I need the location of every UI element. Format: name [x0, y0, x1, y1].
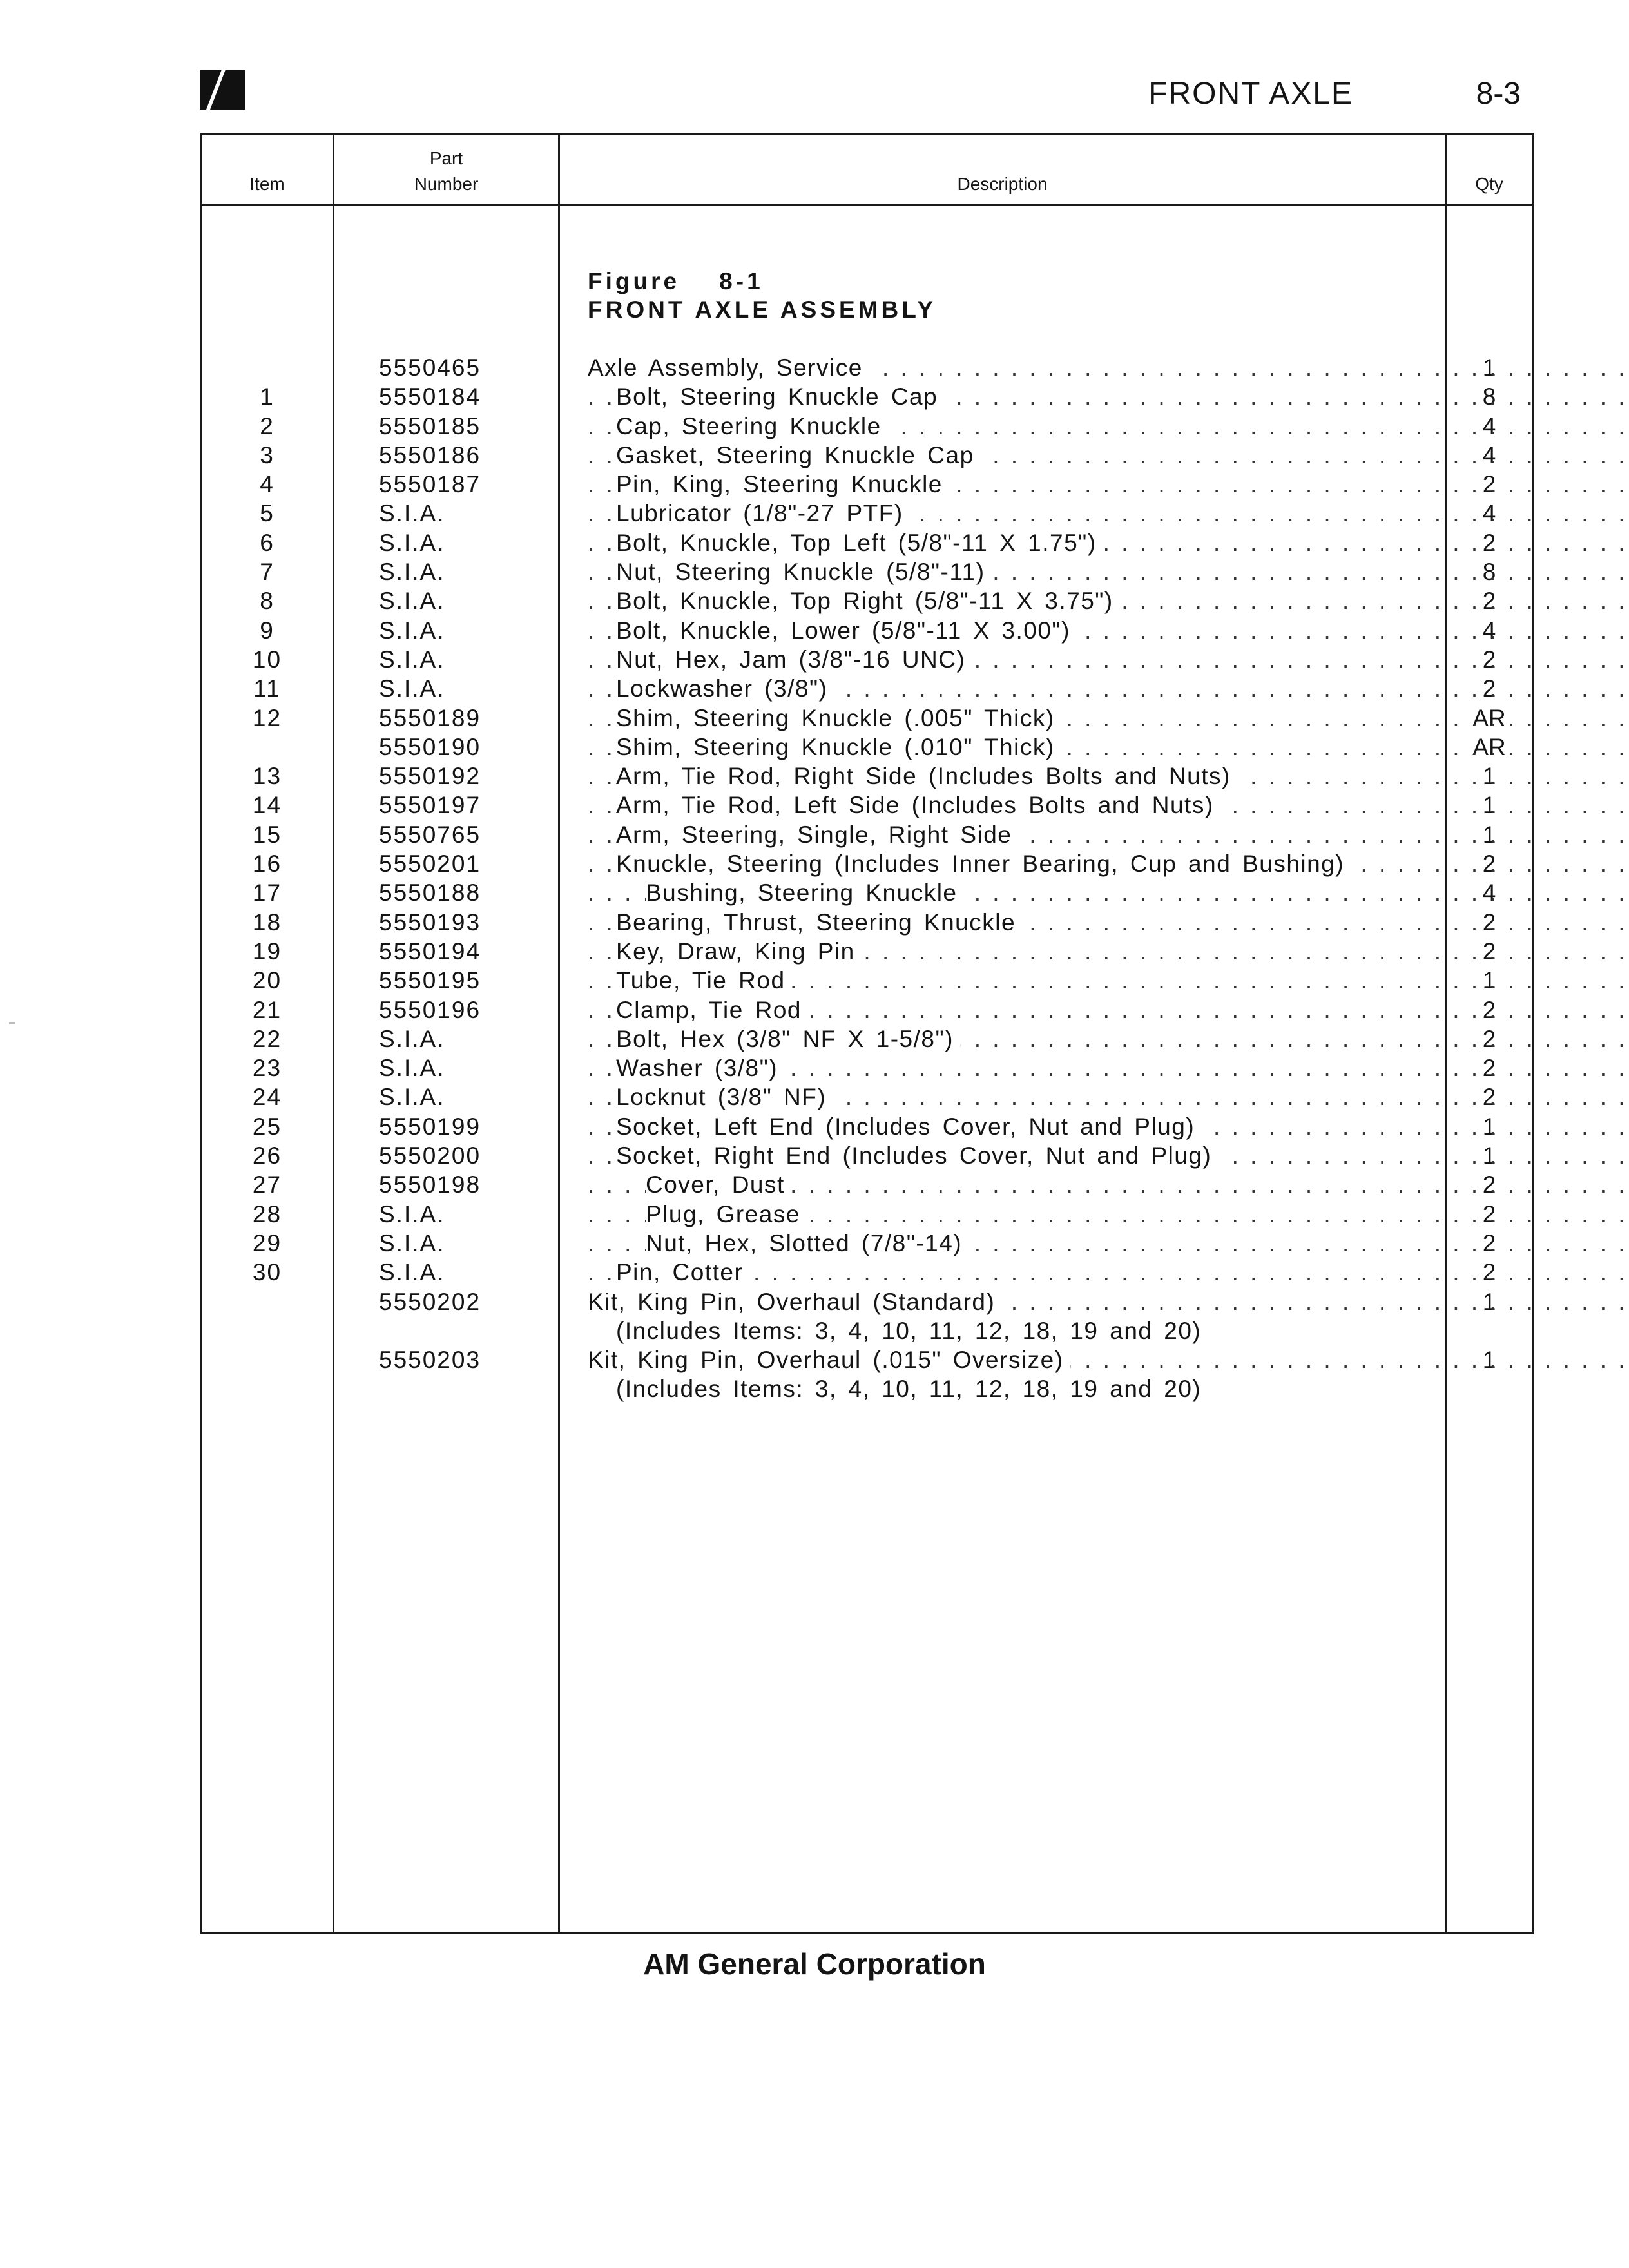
item-number: 23	[252, 1055, 282, 1082]
part-description-text: (Includes Items: 3, 4, 10, 11, 12, 18, 19 and 20)	[616, 1376, 1208, 1402]
item-number: 1	[260, 383, 275, 410]
quantity: AR	[1472, 733, 1506, 760]
part-description	[588, 586, 1629, 615]
part-description	[588, 470, 1629, 499]
part-number: S.I.A.	[379, 1200, 445, 1227]
item-number: 16	[252, 850, 282, 878]
part-description-text: Axle Assembly, Service	[588, 354, 869, 381]
quantity: 2	[1482, 1200, 1496, 1227]
part-description	[588, 1200, 1629, 1229]
table-row	[202, 382, 1532, 411]
part-description	[588, 1287, 1629, 1316]
part-description	[588, 820, 1629, 849]
part-number: S.I.A.	[379, 559, 445, 586]
item-number: 29	[252, 1229, 282, 1256]
part-description-text: Bolt, Hex (3/8" NF X 1-5/8")	[616, 1026, 960, 1052]
part-number: 5550203	[379, 1347, 481, 1374]
part-description	[588, 441, 1629, 470]
part-number: 5550193	[379, 908, 481, 936]
part-number: S.I.A.	[379, 1229, 445, 1256]
part-description-text: Clamp, Tie Rod	[616, 997, 808, 1023]
quantity: 4	[1482, 617, 1496, 644]
part-description	[588, 1024, 1629, 1053]
table-row	[202, 528, 1532, 557]
item-number: 30	[252, 1259, 282, 1286]
part-description	[588, 878, 1629, 907]
table-row	[202, 908, 1532, 937]
table-row	[202, 470, 1532, 499]
part-number: S.I.A.	[379, 1259, 445, 1286]
table-row	[202, 1082, 1532, 1111]
table-row	[202, 616, 1532, 645]
part-description	[588, 762, 1629, 791]
quantity: 4	[1482, 500, 1496, 527]
table-row	[202, 412, 1532, 441]
part-description	[588, 1229, 1629, 1258]
item-number: 10	[252, 646, 282, 673]
part-description-text: Lubricator (1/8"-27 PTF)	[616, 500, 910, 526]
table-row	[202, 353, 1532, 382]
item-number: 24	[252, 1084, 282, 1111]
table-row	[202, 791, 1532, 820]
part-description-text: (Includes Items: 3, 4, 10, 11, 12, 18, 19 and 20)	[616, 1318, 1208, 1344]
column-header-part-line2: Number	[414, 174, 479, 194]
table-row	[202, 1170, 1532, 1199]
column-header-description: Description	[957, 174, 1048, 194]
part-description-text: Arm, Tie Rod, Right Side (Includes Bolts and Nuts)	[616, 763, 1237, 789]
part-number: 5550189	[379, 704, 481, 731]
item-number: 20	[252, 967, 282, 994]
part-description	[588, 966, 1629, 995]
quantity: 4	[1482, 441, 1496, 468]
item-number: 12	[252, 704, 282, 731]
part-number: S.I.A.	[379, 529, 445, 556]
quantity: 2	[1482, 529, 1496, 556]
quantity: 1	[1482, 792, 1496, 819]
table-row	[202, 499, 1532, 528]
part-description-text: Locknut (3/8" NF)	[616, 1084, 833, 1110]
item-number: 19	[252, 937, 282, 965]
part-number: S.I.A.	[379, 646, 445, 673]
table-row	[202, 645, 1532, 674]
item-number: 25	[252, 1113, 282, 1140]
part-description	[588, 1258, 1629, 1287]
item-number: 7	[260, 559, 275, 586]
part-description-text: Cover, Dust	[646, 1171, 791, 1198]
part-number: 5550201	[379, 850, 481, 878]
part-number: 5550190	[379, 733, 481, 760]
part-description	[588, 937, 1629, 966]
table-row	[202, 966, 1532, 995]
part-description	[588, 995, 1629, 1024]
table-row	[202, 1229, 1532, 1258]
part-description-text: Gasket, Steering Knuckle Cap	[616, 442, 981, 468]
page-number: 8-3	[1476, 77, 1521, 111]
table-row	[202, 995, 1532, 1024]
quantity: 8	[1482, 559, 1496, 586]
part-number: 5550198	[379, 1171, 481, 1198]
table-row	[202, 937, 1532, 966]
item-number: 17	[252, 879, 282, 907]
quantity: 2	[1482, 996, 1496, 1023]
part-number: 5550188	[379, 879, 481, 907]
column-header-part-line1: Part	[429, 148, 463, 168]
part-number: 5550195	[379, 967, 481, 994]
section-title: FRONT AXLE	[1148, 77, 1353, 111]
part-description-text: Lockwasher (3/8")	[616, 675, 834, 702]
part-number: 5550192	[379, 763, 481, 790]
part-number: 5550194	[379, 937, 481, 965]
part-description-text: Cap, Steering Knuckle	[616, 413, 888, 439]
part-description-text: Kit, King Pin, Overhaul (Standard)	[588, 1289, 1001, 1315]
item-number: 18	[252, 908, 282, 936]
quantity: 2	[1482, 1025, 1496, 1052]
figure-label: Figure 8-1	[588, 268, 764, 294]
table-row	[202, 1141, 1532, 1170]
part-description	[588, 1112, 1629, 1141]
part-number: S.I.A.	[379, 500, 445, 527]
part-description	[588, 849, 1629, 878]
table-row	[202, 441, 1532, 470]
table-row	[202, 704, 1532, 733]
part-description	[588, 412, 1629, 441]
table-row	[202, 820, 1532, 849]
part-number: 5550465	[379, 354, 481, 381]
part-description-text: Nut, Hex, Slotted (7/8"-14)	[646, 1230, 969, 1256]
column-header-item: Item	[249, 174, 285, 194]
quantity: 8	[1482, 383, 1496, 410]
part-description-text: Washer (3/8")	[616, 1055, 784, 1081]
item-number: 2	[260, 412, 275, 439]
part-description	[588, 1170, 1629, 1199]
quantity: 2	[1482, 937, 1496, 965]
part-number: 5550196	[379, 996, 481, 1023]
table-row	[202, 1053, 1532, 1082]
table-row	[202, 1200, 1532, 1229]
column-header-qty: Qty	[1475, 174, 1503, 194]
part-description-text: Nut, Steering Knuckle (5/8"-11)	[616, 559, 992, 585]
quantity: 2	[1482, 850, 1496, 878]
part-number: 5550765	[379, 821, 481, 848]
publisher-logo-icon	[200, 70, 256, 110]
item-number: 26	[252, 1142, 282, 1169]
part-description-text: Nut, Hex, Jam (3/8"-16 UNC)	[616, 646, 972, 673]
part-description	[588, 704, 1629, 733]
table-row	[202, 586, 1532, 615]
part-description	[588, 908, 1629, 937]
table-row	[202, 1287, 1532, 1316]
part-description-text: Plug, Grease	[646, 1201, 807, 1227]
table-row	[202, 1258, 1532, 1287]
part-description	[588, 1316, 1629, 1345]
table-row	[202, 1112, 1532, 1141]
quantity: 2	[1482, 1229, 1496, 1256]
part-description-text: Arm, Steering, Single, Right Side	[616, 822, 1018, 848]
header-divider	[200, 204, 1534, 206]
quantity: 1	[1482, 1288, 1496, 1315]
item-number: 28	[252, 1200, 282, 1227]
item-number: 8	[260, 588, 275, 615]
part-description	[588, 1082, 1629, 1111]
table-row	[202, 733, 1532, 762]
part-description-text: Tube, Tie Rod	[616, 967, 792, 994]
part-description	[588, 1374, 1629, 1403]
item-number: 27	[252, 1171, 282, 1198]
part-number: S.I.A.	[379, 675, 445, 702]
table-row	[202, 557, 1532, 586]
quantity: 1	[1482, 1142, 1496, 1169]
part-description-text: Socket, Left End (Includes Cover, Nut and Plug)	[616, 1113, 1201, 1140]
part-number: S.I.A.	[379, 1055, 445, 1082]
part-description-text: Key, Draw, King Pin	[616, 938, 862, 965]
item-number: 4	[260, 471, 275, 498]
item-number: 21	[252, 996, 282, 1023]
part-description	[588, 1141, 1629, 1170]
part-description-text: Bolt, Knuckle, Top Left (5/8"-11 X 1.75")	[616, 530, 1103, 556]
table-row	[202, 762, 1532, 791]
part-description	[588, 1053, 1629, 1082]
item-number: 15	[252, 821, 282, 848]
part-description-text: Pin, Cotter	[616, 1259, 749, 1285]
part-number: 5550187	[379, 471, 481, 498]
part-number: 5550184	[379, 383, 481, 410]
part-description	[588, 674, 1629, 703]
part-number: 5550202	[379, 1288, 481, 1315]
part-description-text: Bolt, Knuckle, Lower (5/8"-11 X 3.00")	[616, 617, 1077, 644]
quantity: 1	[1482, 1347, 1496, 1374]
part-number: S.I.A.	[379, 1084, 445, 1111]
part-number: S.I.A.	[379, 588, 445, 615]
parts-list	[202, 353, 1532, 1404]
item-number: 14	[252, 792, 282, 819]
quantity: 4	[1482, 412, 1496, 439]
table-row	[202, 849, 1532, 878]
part-description	[588, 499, 1629, 528]
part-description-text: Shim, Steering Knuckle (.010" Thick)	[616, 734, 1061, 760]
table-row	[202, 878, 1532, 907]
quantity: 1	[1482, 967, 1496, 994]
part-description	[588, 382, 1629, 411]
quantity: 1	[1482, 821, 1496, 848]
quantity: 2	[1482, 646, 1496, 673]
quantity: 2	[1482, 908, 1496, 936]
quantity: 2	[1482, 1084, 1496, 1111]
quantity: 2	[1482, 675, 1496, 702]
part-description-text: Shim, Steering Knuckle (.005" Thick)	[616, 705, 1061, 731]
part-number: S.I.A.	[379, 617, 445, 644]
quantity: 1	[1482, 763, 1496, 790]
part-number: 5550199	[379, 1113, 481, 1140]
quantity: 2	[1482, 1171, 1496, 1198]
part-number: 5550186	[379, 441, 481, 468]
table-row	[202, 1024, 1532, 1053]
table-row	[202, 1374, 1532, 1403]
part-number: 5550185	[379, 412, 481, 439]
quantity: 1	[1482, 354, 1496, 381]
item-number: 3	[260, 441, 275, 468]
part-number: 5550197	[379, 792, 481, 819]
part-description-text: Bearing, Thrust, Steering Knuckle	[616, 909, 1022, 936]
part-description-text: Kit, King Pin, Overhaul (.015" Oversize)	[588, 1347, 1070, 1373]
quantity: 4	[1482, 879, 1496, 907]
part-description	[588, 645, 1629, 674]
table-row	[202, 674, 1532, 703]
quantity: 2	[1482, 588, 1496, 615]
part-description	[588, 557, 1629, 586]
quantity: 2	[1482, 471, 1496, 498]
quantity: 1	[1482, 1113, 1496, 1140]
part-description	[588, 528, 1629, 557]
item-number: 5	[260, 500, 275, 527]
part-description-text: Arm, Tie Rod, Left Side (Includes Bolts and Nuts)	[616, 792, 1220, 818]
item-number: 9	[260, 617, 275, 644]
quantity: 2	[1482, 1055, 1496, 1082]
item-number: 6	[260, 529, 275, 556]
part-description	[588, 616, 1629, 645]
part-description	[588, 353, 1629, 382]
margin-mark	[9, 1022, 15, 1024]
table-row	[202, 1316, 1532, 1345]
part-number: 5550200	[379, 1142, 481, 1169]
table-row	[202, 1345, 1532, 1374]
part-description-text: Bolt, Steering Knuckle Cap	[616, 383, 944, 410]
part-description-text: Knuckle, Steering (Includes Inner Bearing, Cup and Bushing)	[616, 850, 1351, 877]
part-description-text: Socket, Right End (Includes Cover, Nut and Plug)	[616, 1142, 1218, 1169]
part-description-text: Bushing, Steering Knuckle	[646, 879, 964, 906]
part-description	[588, 1345, 1629, 1374]
part-number: S.I.A.	[379, 1025, 445, 1052]
figure-title: FRONT AXLE ASSEMBLY	[588, 296, 937, 323]
item-number: 13	[252, 763, 282, 790]
quantity: 2	[1482, 1259, 1496, 1286]
item-number: 11	[253, 675, 281, 702]
item-number: 22	[252, 1025, 282, 1052]
part-description	[588, 791, 1629, 820]
quantity: AR	[1472, 704, 1506, 731]
part-description	[588, 733, 1629, 762]
part-description-text: Pin, King, Steering Knuckle	[616, 471, 949, 497]
footer-company: AM General Corporation	[643, 1947, 986, 1981]
part-description-text: Bolt, Knuckle, Top Right (5/8"-11 X 3.75")	[616, 588, 1120, 614]
